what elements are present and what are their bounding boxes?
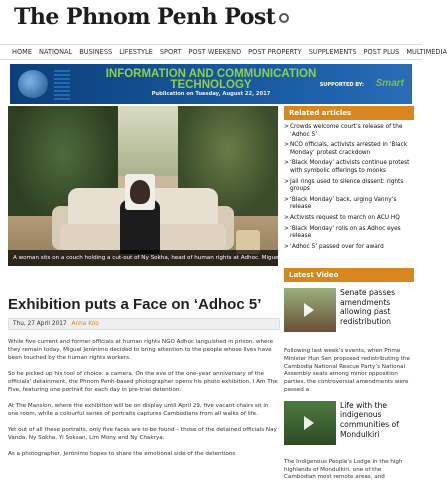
nav-post-property[interactable]: POST PROPERTY: [248, 48, 302, 56]
related-article-link[interactable]: > ‘Black Monday’ back, urging Vanny’s release: [284, 197, 414, 212]
related-article-link[interactable]: > Crowds welcome court’s release of the ‘Adhoc 5’: [284, 124, 414, 139]
related-article-link[interactable]: > ‘Adhoc 5’ passed over for award: [284, 244, 414, 252]
video-item[interactable]: [284, 288, 414, 344]
photo-caption: A woman sits on a couch holding a cut-out of Ny Sokha, head of human rights at Adhoc. Miguel Jerónimo: [8, 250, 278, 266]
article-paragraph: As a photographer, Jerónimo hopes to share the emotional side of the detentions: [8, 451, 236, 457]
latest-video-panel: [284, 268, 414, 482]
site-title: The Phnom Penh Post: [14, 4, 276, 30]
site-logo[interactable]: [14, 4, 289, 30]
video-description: The Indigenous People’s Lodge in the high highlands of Mondulkiri, one of the Cambodian most remote areas, and: [284, 458, 403, 481]
nav-lifestyle[interactable]: LIFESTYLE: [119, 48, 153, 56]
article-paragraph: So he picked up his tool of choice: a camera. On the eve of the one-year anniversary of the officials’ detainment, the Phnom Penh-based photographer opens his photo exhibition, I Am The Five, featuring one portrait for each day in pre-trial detention.: [8, 371, 278, 393]
sponsor-logo: Smart: [375, 78, 404, 89]
article-paragraph: Yet out of all these portraits, only five faces are to be found – those of the detained officials Nay Vanda, Ny Sokha, Yi Soksan, Lim Mony and Ny Chakrya.: [8, 427, 277, 441]
banner-supported-by: SUPPORTED BY:: [319, 82, 364, 88]
video-title[interactable]: Life with the indigenous communities of Mondulkiri: [340, 400, 399, 439]
video-description: Following last week’s events, when Prime Minister Hun Sen proposed redistributing the Cambodia National Rescue Party’s National Assembly seats among minor opposition parties, the controversial amendments were passed a: [284, 348, 410, 393]
nav-post-weekend[interactable]: POST WEEKEND: [188, 48, 242, 56]
article-photo: [8, 106, 307, 266]
ict-banner-ad[interactable]: [10, 64, 412, 104]
masthead: [0, 0, 422, 44]
related-articles-list: [284, 124, 414, 251]
main-nav: [0, 44, 447, 60]
related-article-link[interactable]: > Jail rings used to silence dissent: rights groups: [284, 179, 414, 194]
nav-national[interactable]: NATIONAL: [39, 48, 73, 56]
banner-pattern: [54, 68, 70, 100]
video-thumbnail[interactable]: [284, 401, 336, 445]
portrait-cutout-face: [130, 180, 150, 204]
satellite-dish-icon: [18, 70, 48, 98]
banner-title: [76, 69, 346, 91]
article-byline: [8, 318, 280, 330]
nav-post-plus[interactable]: POST PLUS: [363, 48, 400, 56]
article-author-link[interactable]: Anna Koo: [71, 321, 99, 327]
article-date: Thu, 27 April 2017: [13, 321, 67, 327]
nav-business[interactable]: BUSINESS: [79, 48, 113, 56]
related-article-link[interactable]: > ‘Black Monday’ activists continue protest with symbolic offerings to monks: [284, 160, 414, 175]
logo-swirl-icon: [279, 13, 289, 23]
nav-multimedia[interactable]: MULTIMEDIA: [406, 48, 447, 56]
article-paragraph: At The Mansion, where the exhibition will be on display until April 29, five vacant chairs sit in one room, while a colourful series of portraits captures Cambodians from all walks of life.: [8, 403, 269, 417]
article-paragraph: While five current and former officials at human rights NGO Adhoc languished in prison, where they remain today, Miguel Jerónimo decided to bring attention to the people whose lives have been touched by the human rights workers.: [8, 339, 274, 361]
play-icon: [304, 416, 314, 430]
play-icon: [304, 303, 314, 317]
latest-video-heading: Latest Video: [284, 268, 414, 282]
article-body: [8, 338, 280, 466]
nav-sport[interactable]: SPORT: [159, 48, 182, 56]
banner-title-line1: INFORMATION AND COMMUNICATION: [105, 68, 317, 80]
related-article-link[interactable]: > ‘Black Monday’ rolls on as Adhoc eyes release: [284, 226, 414, 241]
related-articles-heading: Related articles: [284, 106, 414, 120]
video-title[interactable]: Senate passes amendments allowing past redistribution: [340, 288, 396, 326]
related-article-link[interactable]: > Activists request to march on ACU HQ: [284, 215, 414, 223]
video-thumbnail[interactable]: [284, 288, 336, 332]
nav-home[interactable]: HOME: [12, 48, 33, 56]
article-headline: Exhibition puts a Face on ‘Adhoc 5’: [8, 296, 262, 313]
video-item[interactable]: [284, 401, 414, 455]
related-articles-panel: [284, 106, 414, 254]
banner-publication-date: Publication on Tuesday, August 22, 2017: [151, 91, 271, 97]
banner-title-line2: TECHNOLOGY: [170, 79, 252, 91]
nav-supplements[interactable]: SUPPLEMENTS: [308, 48, 357, 56]
related-article-link[interactable]: > NCO officials, activists arrested in ‘Black Monday’ protest crackdown: [284, 142, 414, 157]
